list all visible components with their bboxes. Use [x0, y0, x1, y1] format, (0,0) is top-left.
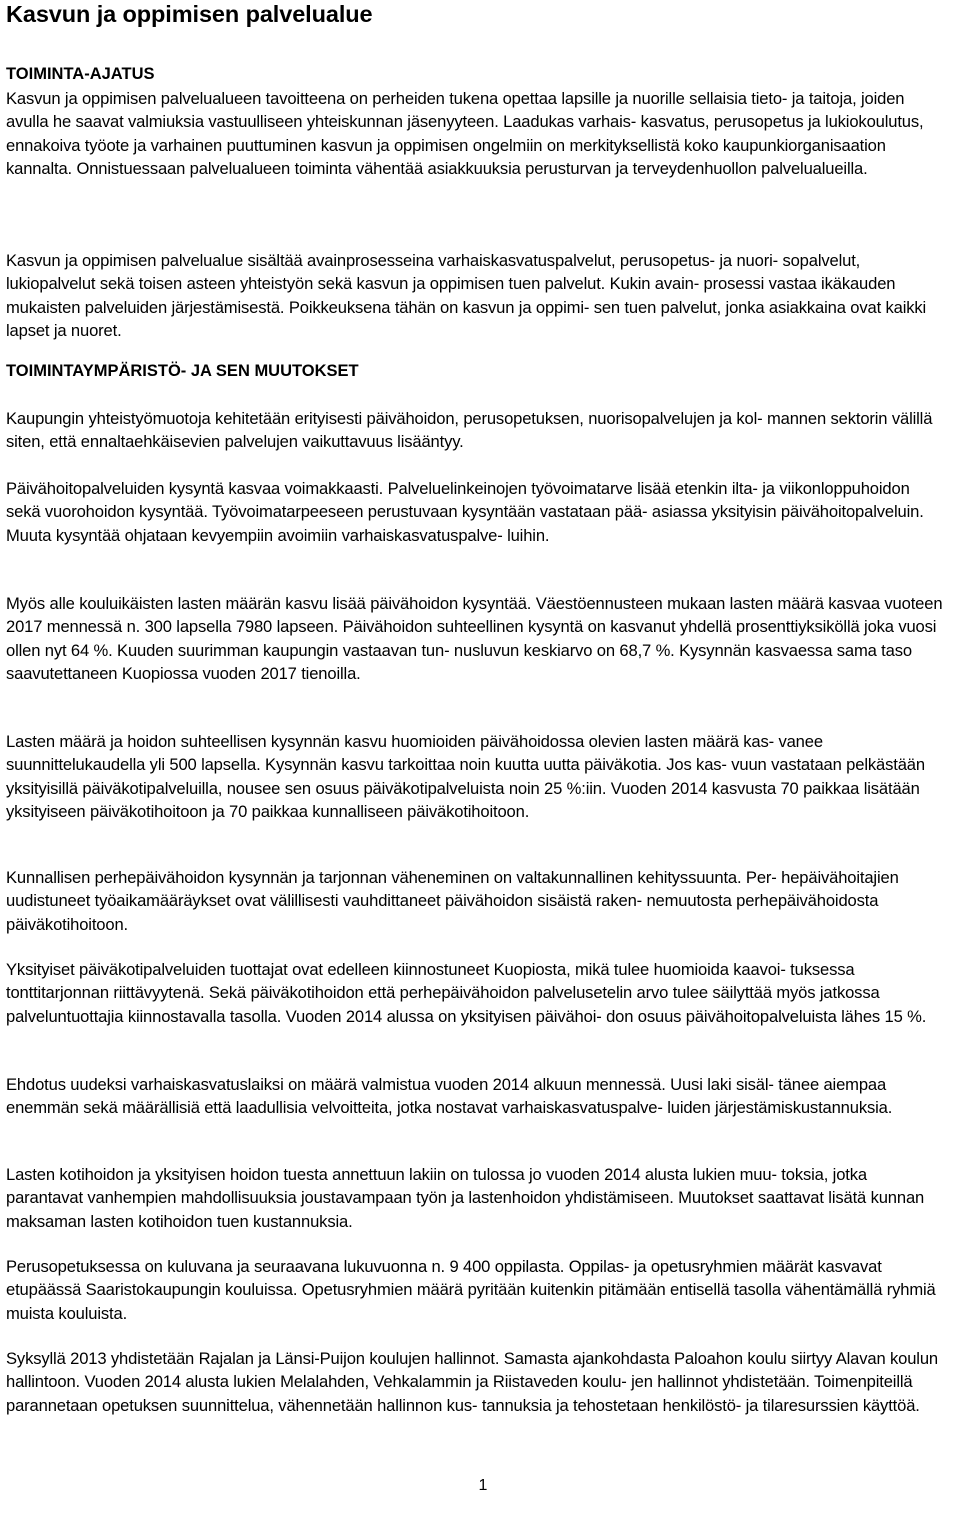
- paragraph: Kaupungin yhteistyömuotoja kehitetään erityisesti päivähoidon, perusopetuksen, nuorisopalvelujen ja kol- mannen sektorin välillä siten, että ennaltaehkäisevien palvelujen vaikuttavuus lisääntyy.: [6, 409, 933, 452]
- paragraph: Kunnallisen perhepäivähoidon kysynnän ja tarjonnan väheneminen on valtakunnallinen kehityssuunta. Per- hepäivähoitajien uudistuneet työaikamääräykset ovat välillisesti vauhdittaneet päivähoidon sisäistä raken- nemuutosta perhepäivähoidosta päiväkotihoitoon.: [6, 868, 899, 934]
- page-title: Kasvun ja oppimisen palvelualue: [6, 1, 373, 27]
- section-heading-toiminta-ajatus: TOIMINTA-AJATUS: [6, 65, 155, 83]
- paragraph: Lasten määrä ja hoidon suhteellisen kysynnän kasvu huomioiden päivähoidossa olevien lasten määrä kas- vanee suunnittelukaudella yli 500 lapsella. Kysynnän kasvu tarkoittaa noin kuutta uutta päiväkotia. Jos kas- vuun vastataan pelkästään yksityisillä päiväkotipalveluilla, nousee sen osuus päiväkotipalveluista noin 25 %:iin. Vuoden 2014 kasvusta 70 paikkaa lisätään yksityiseen päiväkotihoitoon ja 70 paikkaa kunnalliseen päiväkotihoitoon.: [6, 732, 925, 821]
- section-heading-toimintaymparisto: TOIMINTAYMPÄRISTÖ- JA SEN MUUTOKSET: [6, 362, 359, 380]
- paragraph: Perusopetuksessa on kuluvana ja seuraavana lukuvuonna n. 9 400 oppilasta. Oppilas- ja opetusryhmien määrät kasvavat etupäässä Saaristokaupungin kouluissa. Opetusryhmien määrä pyritään kuitenkin pitämään entisellä tasolla vähentämällä ryhmiä muista kouluista.: [6, 1257, 936, 1323]
- paragraph: Syksyllä 2013 yhdistetään Rajalan ja Länsi-Puijon koulujen hallinnot. Samasta ajankohdasta Paloahon koulu siirtyy Alavan koulun hallintoon. Vuoden 2014 alusta lukien Melalahden, Vehkalammin ja Riistaveden koulu- jen hallinnot yhdistetään. Toimenpiteillä parannetaan opetuksen suunnittelua, vähennetään hallinnon kus- tannuksia ja tehostetaan henkilöstö- ja tilaresurssien käyttöä.: [6, 1349, 939, 1415]
- paragraph: Ehdotus uudeksi varhaiskasvatuslaiksi on määrä valmistua vuoden 2014 alkuun mennessä. Uusi laki sisäl- tänee aiempaa enemmän sekä määrällisiä että laadullisia velvoitteita, jotka nostavat varhaiskasvatuspalve- luiden järjestämiskustannuksia.: [6, 1075, 893, 1118]
- paragraph: Päivähoitopalveluiden kysyntä kasvaa voimakkaasti. Palveluelinkeinojen työvoimatarve lisää etenkin ilta- ja viikonloppuhoidon sekä vuorohoidon kysyntää. Työvoimatarpeeseen perustuvaan kysyntään vastataan pää- asiassa yksityisin päivähoitopalveluin. Muuta kysyntää ohjataan kevyempiin avoimiin varhaiskasvatuspalve- luihin.: [6, 479, 924, 545]
- paragraph: Yksityiset päiväkotipalveluiden tuottajat ovat edelleen kiinnostuneet Kuopiosta, mikä tulee huomioida kaavoi- tuksessa tonttitarjonnan riittävyytenä. Sekä päiväkotihoidon että perhepäivähoidon palvelusetelin arvo tulee säilyttää myös jatkossa palveluntuottajia kiinnostavalla tasolla. Vuoden 2014 alussa on yksityisen päivähoi- don osuus päivähoitopalveluista lähes 15 %.: [6, 960, 927, 1026]
- paragraph: Lasten kotihoidon ja yksityisen hoidon tuesta annettuun lakiin on tulossa jo vuoden 2014 alusta lukien muu- toksia, jotka parantavat vanhempien mahdollisuuksia joustavampaan työn ja lastenhoidon yhdistämiseen. Muutokset saattavat lisätä kunnan maksaman lasten kotihoidon tuen kustannuksia.: [6, 1165, 925, 1231]
- paragraph: Kasvun ja oppimisen palvelualueen tavoitteena on perheiden tukena opettaa lapsille ja nuorille sellaisia tieto- ja taitoja, joiden avulla he saavat valmiuksia vastuulliseen yhteiskunnan jäsenyyteen. Laadukas varhais- kasvatus, perusopetus ja lukiokoulutus, ennakoiva työote ja varhainen puuttuminen kasvun ja oppimisen ongelmiin on merkityksellistä koko kaupunkiorganisaation kannalta. Onnistuessaan palvelualueen toiminta vähentää asiakkuuksia perusturvan ja terveydenhuollon palvelualueilla.: [6, 89, 924, 178]
- page-number: 1: [478, 1477, 488, 1494]
- paragraph: Kasvun ja oppimisen palvelualue sisältää avainprosesseina varhaiskasvatuspalvelut, perusopetus- ja nuori- sopalvelut, lukiopalvelut sekä toisen asteen yhteistyön sekä kasvun ja oppimisen tuen palvelut. Kukin avain- prosessi vastaa ikäkauden mukaisten palveluiden järjestämisestä. Poikkeuksena tähän on kasvun ja oppimi- sen tuen palvelut, jonka asiakkaina ovat kaikki lapset ja nuoret.: [6, 251, 927, 340]
- paragraph: Myös alle kouluikäisten lasten määrän kasvu lisää päivähoidon kysyntää. Väestöennusteen mukaan lasten määrä kasvaa vuoteen 2017 mennessä n. 300 lapsella 7980 lapseen. Päivähoidon suhteellinen kysyntä on kasvanut yhdellä prosenttiyksiköllä joka vuosi ollen nyt 64 %. Kuuden suurimman kaupungin vastaavan tun- nusluvun keskiarvo on 68,7 %. Kysynnän kasvaessa sama taso saavutettaneen Kuopiossa vuoden 2017 tienoilla.: [6, 594, 943, 683]
